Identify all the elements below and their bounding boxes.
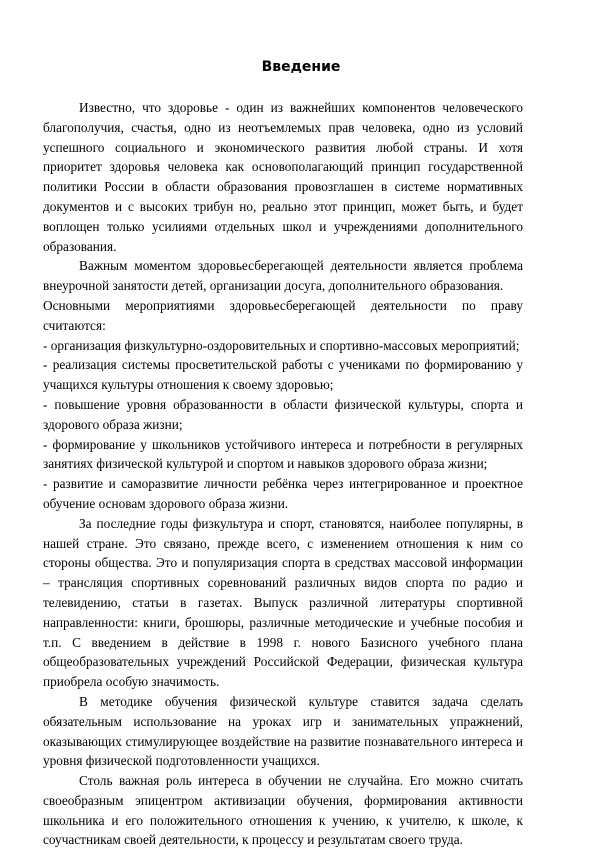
paragraph-interest-role: Столь важная роль интереса в обучении не случайна. Его можно считать своеобразным эпицентром активизации обучения, формирования активности школьника и его положительного отношения к учению, к учителю, к школе, к соучастникам своей деятельности, к процессу и результатам своего труда. [43, 773, 523, 848]
paragraph-teaching-methods: В методике обучения физической культуре ставится задача сделать обязательным использование на уроках игр и занимательных упражнений, оказывающих стимулирующее воздействие на развитие познавательного интереса и уровня физической подготовленности учащихся. [43, 693, 523, 769]
list-item: - повышение уровня образованности в области физической культуры, спорта и здорового образа жизни; [43, 396, 523, 432]
page-title: Введение [261, 59, 341, 75]
paragraph-health-importance: Известно, что здоровье - один из важнейших компонентов человеческого благополучия, счастья, одно из неотъемлемых прав человека, одно из условий успешного социального и экономического развития любой страны. И хотя приоритет здоровья человека как основополагающий принцип государственной политики России в области образования провозглашен в системе нормативных документов и с высоких трибун но, реально этот принцип, может быть, и будет воплощен только усилиями отдельных школ и учреждениями дополнительного образования. [43, 100, 523, 254]
list-item: - реализация системы просветительской работы с учениками по формированию у учащихся культуры отношения к своему здоровью; [43, 357, 523, 393]
paragraph-sport-popularity: За последние годы физкультура и спорт, становятся, наиболее популярны, в нашей стране. Это связано, прежде всего, с изменением отношения к ним со стороны общества. Это и популяризация спорта в средствах массовой информации – трансляция спортивных соревнований различных видов спорта по радио и телевидению, статьи в газетах. Выпуск различной литературы спортивной направленности: книги, брошюры, различные методические и учебные пособия и т.п. С введением в действие в 1998 г. нового Базисного учебного плана общеобразовательных учреждений Российской Федерации, физическая культура приобрела особую значимость. [43, 515, 523, 690]
list-item: - формирование у школьников устойчивого интереса и потребности в регулярных занятиях физической культурой и спортом и навыков здорового образа жизни; [43, 436, 523, 472]
list-item: - развитие и саморазвитие личности ребёнка через интегрированное и проектное обучение основам здорового образа жизни. [43, 476, 523, 511]
document-body [43, 98, 523, 850]
list-item: - организация физкультурно-оздоровительных и спортивно-массовых мероприятий; [43, 337, 520, 353]
paragraph-main-activities: Основными мероприятиями здоровьесберегающей деятельности по праву считаются: [43, 297, 523, 333]
paragraph-extracurricular: Важным моментом здоровьесберегающей деятельности является проблема внеурочной занятости детей, организации досуга, дополнительного образования. [43, 258, 523, 294]
